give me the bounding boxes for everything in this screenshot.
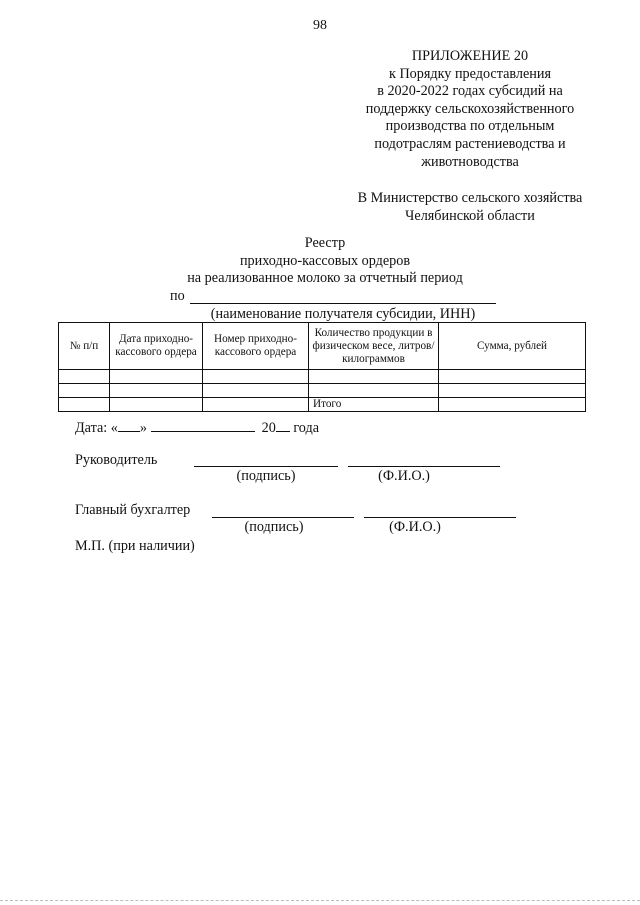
year-prefix: 20 bbox=[261, 420, 276, 436]
appendix-header bbox=[330, 48, 610, 171]
total-label: Итого bbox=[309, 398, 439, 412]
column-header: Количество продукции в физическом весе, литров/килограммов bbox=[309, 323, 439, 370]
accountant-label: Главный бухгалтер bbox=[75, 502, 191, 518]
recipient-prefix: по bbox=[170, 288, 185, 304]
appendix-line: поддержку сельскохозяйственного bbox=[365, 100, 575, 117]
table-cell[interactable] bbox=[439, 384, 586, 398]
table-cell[interactable] bbox=[309, 384, 439, 398]
recipient-field-line[interactable] bbox=[190, 303, 496, 304]
accountant-name-line[interactable] bbox=[364, 517, 516, 518]
table-cell[interactable] bbox=[203, 384, 309, 398]
appendix-line: производства по отдельным bbox=[385, 118, 555, 135]
column-header: Номер приходно-кассового ордера bbox=[203, 323, 309, 370]
column-header: № п/п bbox=[59, 323, 110, 370]
head-signature-caption: (подпись) bbox=[236, 468, 296, 484]
day-field[interactable] bbox=[118, 417, 140, 432]
head-label: Руководитель bbox=[75, 452, 158, 468]
table-cell[interactable] bbox=[59, 384, 110, 398]
document-title bbox=[140, 235, 510, 288]
appendix-line: животноводства bbox=[421, 153, 519, 170]
year-suffix: года bbox=[293, 420, 320, 436]
table-cell[interactable] bbox=[439, 370, 586, 384]
column-header: Дата приходно-кассового ордера bbox=[110, 323, 203, 370]
head-name-line[interactable] bbox=[348, 466, 500, 467]
table-cell[interactable] bbox=[203, 370, 309, 384]
table-cell[interactable] bbox=[59, 370, 110, 384]
table-cell bbox=[203, 398, 309, 412]
total-row bbox=[59, 398, 586, 412]
title-line: Реестр bbox=[304, 235, 346, 251]
year-field[interactable] bbox=[276, 417, 290, 432]
appendix-line: к Порядку предоставления bbox=[389, 65, 551, 82]
registry-table bbox=[58, 322, 586, 412]
date-line bbox=[75, 417, 319, 437]
accountant-signature-caption: (подпись) bbox=[244, 519, 304, 535]
date-label: Дата: « bbox=[75, 420, 118, 436]
table-cell[interactable] bbox=[110, 384, 203, 398]
month-field[interactable] bbox=[151, 417, 255, 432]
table-cell bbox=[59, 398, 110, 412]
appendix-line: подотраслям растениеводства и bbox=[374, 135, 566, 152]
appendix-line: в 2020-2022 годах субсидий на bbox=[377, 83, 563, 100]
addressee-line: Челябинской области bbox=[405, 207, 535, 224]
accountant-signature-line[interactable] bbox=[212, 517, 354, 518]
head-name-caption: (Ф.И.О.) bbox=[378, 468, 430, 484]
total-value-cell[interactable] bbox=[439, 398, 586, 412]
column-header: Сумма, рублей bbox=[439, 323, 586, 370]
page-number: 98 bbox=[313, 18, 327, 33]
table-header-row bbox=[59, 323, 586, 370]
head-signature-line[interactable] bbox=[194, 466, 338, 467]
accountant-name-caption: (Ф.И.О.) bbox=[389, 519, 441, 535]
table-cell[interactable] bbox=[309, 370, 439, 384]
page-bottom-divider bbox=[0, 900, 640, 901]
addressee-line: В Министерство сельского хозяйства bbox=[357, 190, 583, 206]
table-cell bbox=[110, 398, 203, 412]
date-close-quote: » bbox=[139, 420, 147, 436]
addressee bbox=[330, 190, 610, 225]
table-row bbox=[59, 370, 586, 384]
table-cell[interactable] bbox=[110, 370, 203, 384]
title-line: на реализованное молоко за отчетный период bbox=[187, 270, 463, 287]
stamp-label: М.П. (при наличии) bbox=[75, 538, 195, 554]
table-row bbox=[59, 384, 586, 398]
title-line: приходно-кассовых ордеров bbox=[239, 252, 411, 269]
recipient-caption: (наименование получателя субсидии, ИНН) bbox=[210, 306, 476, 322]
appendix-line: ПРИЛОЖЕНИЕ 20 bbox=[411, 48, 529, 64]
